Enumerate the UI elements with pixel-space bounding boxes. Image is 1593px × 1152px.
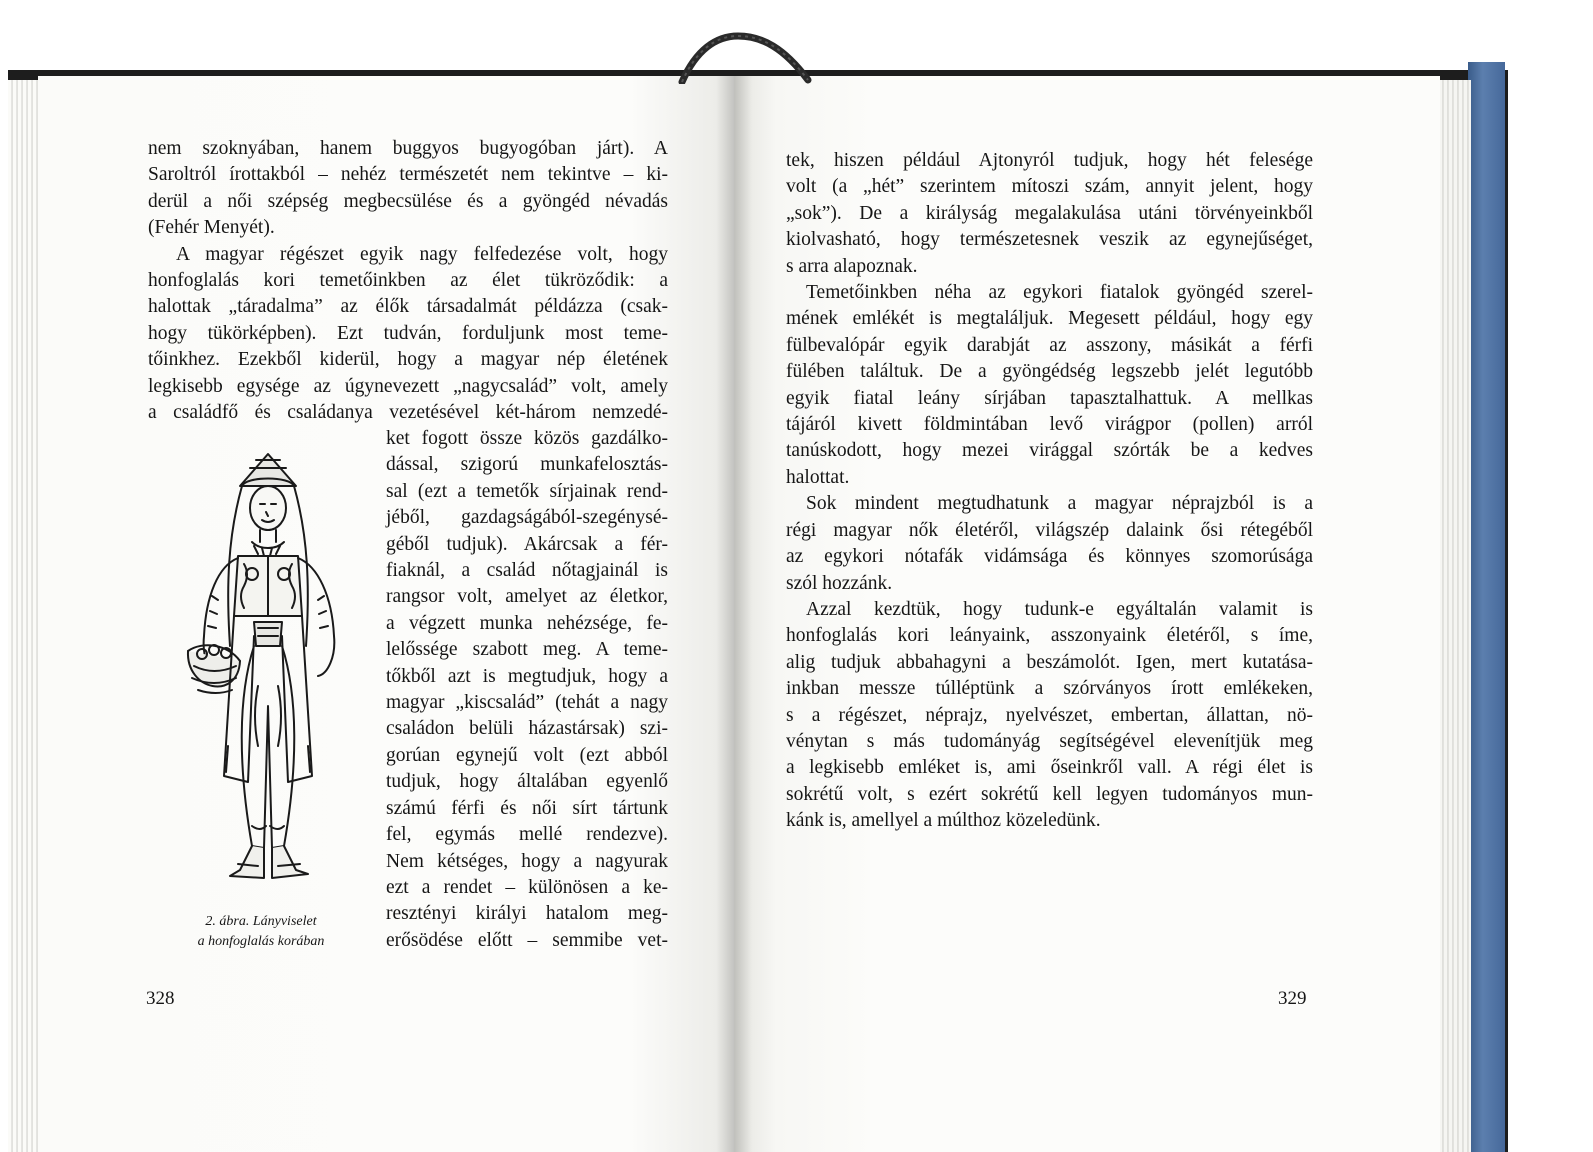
book-gutter	[716, 76, 752, 1152]
text-line: a családfő és családanya vezetésével két-három nemzedé-	[148, 402, 668, 424]
text-line: az egykori nótafák vidámsága és könnyes szomorúsága	[786, 546, 1313, 568]
text-line: (Fehér Menyét).	[148, 217, 275, 239]
caption-line: a honfoglalás korában	[197, 934, 325, 949]
right-page-edges	[1438, 80, 1471, 1152]
text-line: Sok mindent megtudhatunk a magyar néprajzból is a	[806, 493, 1313, 515]
text-line: halottat.	[786, 466, 850, 488]
text-line: Nem kétséges, hogy a nagyurak	[386, 850, 668, 872]
text-line: családon belüli házastársak) szi-	[386, 718, 668, 740]
text-line: rangsor volt, amelyet az életkor,	[386, 586, 668, 608]
text-line: fiaknál, a család nőtagjainál is	[386, 560, 668, 582]
text-line: egyik fiatal leány sírjában tapasztalhattuk. A mellkas	[786, 387, 1313, 409]
text-line: resztényi királyi hatalom meg-	[386, 903, 668, 925]
text-line: tek, hiszen például Ajtonyról tudjuk, hogy hét felesége	[786, 150, 1313, 171]
text-line: régi magyar nők életéről, világszép dalaink ősi rétegéből	[786, 519, 1313, 541]
text-line: jéből, gazdagságából-szegénysé-	[386, 507, 668, 529]
page-number-right: 329	[1278, 988, 1307, 1009]
left-page-top-text	[148, 136, 668, 426]
text-line: tőinkhez. Ezekből kiderül, hogy a magyar nép életének	[148, 349, 668, 371]
text-line: tanúskodott, hogy mezei virággal szórták be a kedves	[786, 440, 1313, 462]
text-line: sokrétű volt, s ezért sokrétű kell legyen tudományos mun-	[786, 783, 1313, 805]
text-line: Temetőinkben néha az egykori fiatalok gyöngéd szerel-	[806, 282, 1313, 304]
text-line: tudjuk, hogy általában egyenlő	[386, 771, 668, 793]
text-line: számú férfi és női sírt tártunk	[386, 797, 668, 819]
left-page-column-text	[386, 426, 668, 954]
text-line: inkban messze túlléptünk a szórványos írott emlékeken,	[786, 678, 1313, 700]
text-line: a végzett munka nehézsége, fe-	[386, 612, 668, 634]
text-line: vénytan s más tudományág segítségével elevenítjük meg	[786, 730, 1313, 752]
text-line: magyar „kiscsalád” (tehát a nagy	[386, 692, 668, 714]
left-page-edges	[8, 80, 41, 1152]
text-line: „sok”). De a királyság megalakulása utáni törvényeinkből	[786, 202, 1313, 224]
text-line: hogy tükörképben). Ezt tudván, forduljunk most teme-	[148, 322, 668, 344]
text-line: volt (a „hét” szerintem mítoszi szám, annyit jelent, hogy	[786, 176, 1313, 198]
text-line: Saroltról írottakból – nehéz természetét nem tekintve – ki-	[148, 164, 668, 186]
text-line: alig tudjuk abbahagyni a beszámolót. Igen, mert kutatása-	[786, 651, 1313, 673]
book-cover-edge	[1468, 62, 1505, 1152]
text-line: honfoglalás kori temetőinkben az élet tükröződik: a	[148, 270, 668, 292]
text-line: nem szoknyában, hanem buggyos bugyogóban járt). A	[148, 138, 668, 159]
text-line: fel, egymás mellé rendezve).	[386, 824, 668, 846]
text-line: tájáról kivett földmintában levő virágpor (pollen) arról	[786, 414, 1313, 436]
text-line: legkisebb egysége az úgynevezett „nagycsalád” volt, amely	[148, 375, 668, 397]
text-line: sal (ezt a temetők sírjainak rend-	[386, 480, 668, 502]
text-line: szól hozzánk.	[786, 572, 893, 594]
caption-line: 2. ábra. Lányviselet	[205, 914, 317, 929]
text-line: lelőssége szabott meg. A teme-	[386, 639, 668, 661]
text-line: halottak „táradalma” az élők társadalmát példázza (csak-	[148, 296, 668, 318]
text-line: géből tudjuk). Akárcsak a fér-	[386, 533, 668, 555]
right-page-text	[786, 148, 1313, 835]
text-line: A magyar régészet egyik nagy felfedezése volt, hogy	[176, 243, 668, 265]
bookmark-ribbon-icon	[676, 30, 816, 84]
text-line: ezt a rendet – különösen a ke-	[386, 876, 668, 898]
text-line: ket fogott össze közös gazdálko-	[386, 428, 668, 449]
text-line: tőkből azt is megtudjuk, hogy a	[386, 665, 668, 687]
text-line: kiolvasható, hogy természetesnek veszik az egynejűséget,	[786, 229, 1313, 251]
text-line: fülében találtuk. De a gyöngédség legszebb jelét legutóbb	[786, 361, 1313, 383]
text-line: honfoglalás kori leányaink, asszonyaink életéről, s íme,	[786, 625, 1313, 647]
text-line: a legkisebb emléket is, ami őseinkről vall. A régi élet is	[786, 757, 1313, 779]
text-line: erősödése előtt – semmibe vet-	[386, 929, 668, 951]
text-line: Azzal kezdtük, hogy tudunk-e egyáltalán valamit is	[806, 598, 1313, 620]
text-line: fülbevalópár egyik darabját az asszony, másikát a férfi	[786, 334, 1313, 356]
text-line: gorúan egynejű volt (ezt abból	[386, 744, 668, 766]
text-line: kánk is, amellyel a múlthoz közeledünk.	[786, 810, 1101, 832]
text-line: mének emlékét is megtaláljuk. Megesett például, hogy egy	[786, 308, 1313, 330]
text-line: dással, szigorú munkafelosztás-	[386, 454, 668, 476]
figure-caption	[176, 912, 346, 952]
costume-illustration	[168, 446, 368, 916]
text-line: derül a női szépség megbecsülése és a gyöngéd névadás	[148, 190, 668, 212]
text-line: s arra alapoznak.	[786, 255, 918, 277]
text-line: s a régészet, néprajz, nyelvészet, embertan, állattan, nö-	[786, 704, 1313, 726]
page-number-left: 328	[146, 988, 175, 1009]
